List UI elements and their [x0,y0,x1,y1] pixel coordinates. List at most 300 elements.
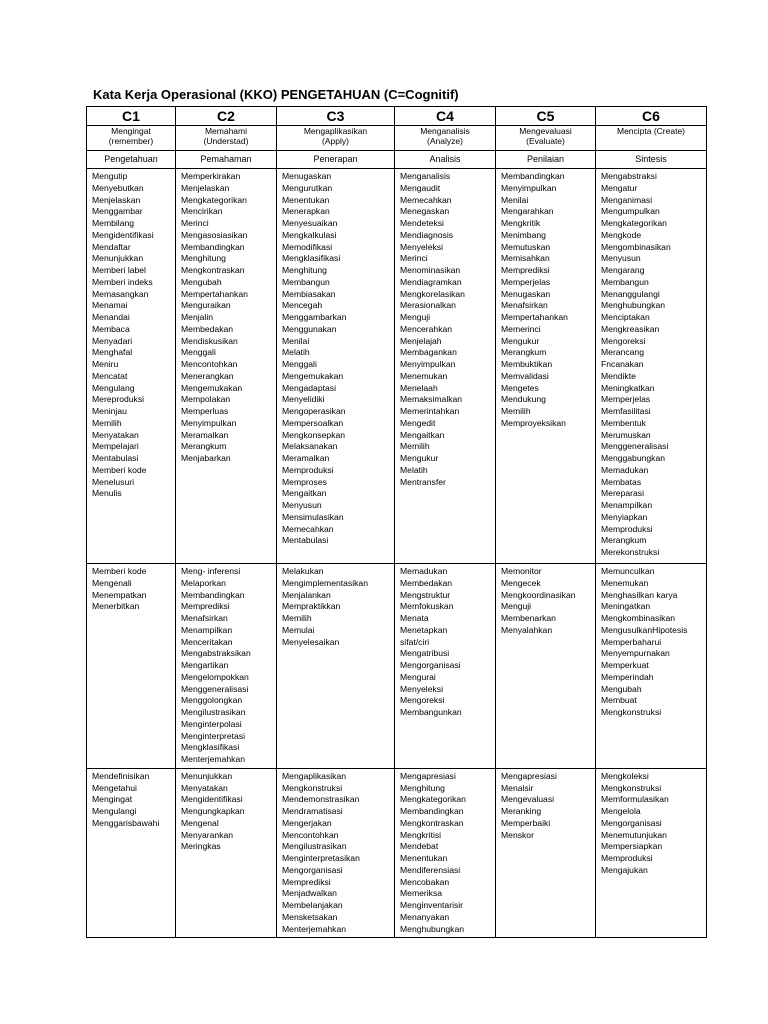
verb-item: Membenarkan [501,613,556,623]
verb-item: Memproyeksikan [501,417,566,428]
verb-item: Meranking [501,806,542,816]
verb-item: Mencirikan [181,206,223,217]
verb-item: Memberi indeks [92,276,153,287]
verb-row-2 [87,564,707,769]
verb-item: Mengenal [181,817,219,828]
column-description [496,126,596,151]
verb-item: Memprediksi [282,876,331,887]
verb-item: Mengaudit [400,182,441,193]
verb-item: Melakukan [282,566,324,576]
verb-item: Menghasilkan karya [601,589,678,600]
verb-item: Membedakan [181,323,234,334]
verb-item: Mengkombinasikan [601,613,676,623]
verb-item: Mengkonstruksi [282,782,343,793]
verb-item: Membangun [282,276,330,287]
verb-item: Menghubungkan [601,300,666,311]
verb-item: Merasionalkan [400,300,456,311]
verb-item: Meningatkan [601,601,651,612]
verb-item: Memunculkan [601,566,655,576]
verb-item: Mendiagramkan [400,276,462,287]
verb-item: Mengkoleksi [601,770,649,781]
verb-item: Mengorganisasi [282,864,343,875]
verb-item: Mengkategorikan [601,218,667,228]
verb-item: Menyimpulkan [181,417,237,428]
verb-item: Menskor [501,829,534,840]
verb-item: Melatih [282,347,310,358]
kko-table [86,106,707,938]
verb-item: Mendukung [501,394,546,405]
verb-item: Membandingkan [400,806,464,816]
verb-item: Mengabstraksi [601,171,657,181]
verb-item: Menelusuri [92,476,135,487]
verb-item: Mengidentifikasi [181,794,243,805]
verb-item: Mengaplikasikan [282,770,347,781]
verb-cell [176,169,277,564]
verb-item: Menyusun [601,253,641,264]
verb-item: Mengkategorikan [181,194,247,205]
verb-item: Menerbitkan [92,601,140,612]
verb-row-3 [87,768,707,938]
verb-item: Mempraktikkan [282,601,341,612]
verb-item: Menampilkan [601,500,653,510]
verb-item: Menamai [92,300,128,311]
verb-item: Memasangkan [92,288,149,299]
column-description [277,126,395,151]
verb-item: Mengerjakan [282,817,332,828]
verb-item: Mengkonstruksi [601,782,662,793]
verb-cell [496,564,596,769]
verb-item: Menyatakan [181,782,228,793]
verb-item: Menganimasi [601,194,653,205]
verb-item: Menyeleksi [400,241,443,252]
verb-item: Menghubungkan [400,923,465,934]
verb-item: Mengelola [601,806,641,816]
verb-item: Mengkreasikan [601,323,660,334]
verb-item: Menalsir [501,782,534,793]
verb-item: Mengilustrasikan [282,841,347,852]
verb-item: Mengapresiasi [400,770,456,781]
verb-item: Mengenali [92,577,132,588]
verb-item: Memperluas [181,406,229,416]
verb-item: Menemukan [601,577,649,588]
verb-item: Menunjukkan [92,253,144,264]
verb-item: Menggeneralisasi [181,683,249,694]
verb-item: Menafsirkan [181,613,228,623]
verb-item: Membangun [601,276,649,287]
verb-item: Menyebutkan [92,182,144,193]
header-description-row [87,126,707,151]
verb-item: Menyeleksi [400,683,443,694]
verb-item: Mengasosiasikan [181,229,248,240]
verb-item: Memberi kode [92,566,147,576]
verb-item: Memisahkan [501,253,550,264]
verb-item: Mentabulasi [92,453,139,463]
verb-item: Mengilustrasikan [181,707,246,717]
verb-item: Merangkum [601,535,647,546]
verb-item: Menceritakan [181,636,233,647]
column-name: Pemahaman [176,151,277,169]
verb-item: Menginterpretasi [181,730,246,741]
verb-item: Menentukan [282,194,330,205]
verb-item: Memberi kode [92,464,147,475]
verb-item: Menampilkan [181,624,233,635]
verb-cell [496,169,596,564]
verb-item: Memperindah [601,671,654,682]
verb-item: Memperkuat [601,660,649,670]
verb-item: Mengadaptasi [282,382,336,393]
verb-item: Mendebat [400,841,439,852]
verb-item: Memadukan [601,464,649,475]
verb-item: Menugaskan [501,288,551,299]
description-line: Mencipta (Create) [616,126,686,136]
verb-item: Mereparasi [601,488,644,499]
verb-item: Mengemukakan [181,382,243,393]
verb-item: Memilih [282,613,312,623]
verb-item: Mengubah [601,683,642,694]
verb-item: Menggambarkan [282,312,347,322]
verb-item: Fncanakan [601,359,644,369]
verb-item: Merancang [601,347,644,358]
verb-item: Menominasikan [400,265,461,275]
verb-item: Memperkirakan [181,171,241,181]
verb-item: Memilih [400,441,430,452]
column-name: Penilaian [496,151,596,169]
description-line: Mengaplikasikan [303,126,368,136]
verb-item: Memfokuskan [400,601,454,612]
verb-item: Mengarahkan [501,206,554,217]
verb-item: Mencegah [282,300,323,311]
verb-item: Mengulangi [92,806,137,816]
verb-item: Menemukan [400,370,448,381]
verb-item: Mengajukan [601,864,648,875]
verb-item: Menjalankan [282,589,331,600]
column-code: C3 [277,107,395,126]
verb-item: Mengorganisasi [400,660,461,670]
verb-cell [596,564,707,769]
column-code: C5 [496,107,596,126]
verb-item: Menilai [501,194,529,205]
verb-cell [87,169,176,564]
verb-item: Menjabarkan [181,453,231,463]
description-line: (Evaluate) [526,136,565,146]
verb-item: Memodifikasi [282,241,333,252]
verb-item: Mengubah [181,276,222,287]
verb-item: Menjelaskan [92,194,141,205]
verb-cell [277,768,395,938]
verb-item: Menetapkan [400,624,448,635]
verb-item: Mengartikan [181,660,229,670]
verb-item: Memberi label [92,265,146,275]
verb-item: Mengkode [601,229,642,240]
verb-item: Mempersiapkan [601,841,663,852]
verb-item: Menyarankan [181,829,234,840]
verb-item: Menempatkan [92,589,147,600]
verb-item: Menerangkan [181,370,234,381]
verb-item: Memvalidasi [501,370,549,381]
verb-item: Mengkategorikan [400,794,466,805]
verb-cell [176,768,277,938]
verb-item: Mengingat [92,794,133,805]
verb-item: Mengoperasikan [282,406,346,416]
verb-item: Menelaah [400,382,438,393]
verb-item: Menjalin [181,312,214,322]
verb-item: Mengetahui [92,782,137,793]
verb-item: Menggunakan [282,323,337,334]
verb-item: Menciptakan [601,312,650,322]
verb-item: Mengemukakan [282,370,344,381]
verb-item: Menyadari [92,335,133,346]
description-line: Mengevaluasi [519,126,572,136]
verb-item: Mengkritisi [400,829,442,840]
verb-item: Menjelaskan [181,182,230,193]
verb-item: Menugaskan [282,171,332,181]
verb-item: Mengorganisasi [601,817,662,828]
verb-cell [395,768,496,938]
verb-item: Memaksimalkan [400,394,463,405]
verb-item: Menyusun [282,500,322,510]
verb-item: Membedakan [400,577,453,588]
verb-item: Menguji [501,601,532,612]
verb-item: Mengkritik [501,218,541,228]
verb-item: Mengkontraskan [400,817,464,828]
verb-item: Menguji [400,312,431,322]
verb-item: Membentuk [601,417,646,428]
verb-item: Menyempurnakan [601,648,670,659]
verb-item: Membagankan [400,347,457,358]
column-name: Analisis [395,151,496,169]
verb-item: Mengkalkulasi [282,229,337,240]
verb-item: Menggarisbawahi [92,817,160,828]
verb-item: Mengurai [400,671,436,682]
verb-item: Merumuskan [601,429,651,440]
verb-item: sifat/ciri [400,636,430,647]
verb-item: Menghitung [181,253,226,264]
verb-item: Meninjau [92,406,127,416]
verb-item: Mengurutkan [282,182,333,193]
verb-item: Menggali [282,359,317,369]
verb-item: Menulis [92,488,122,499]
verb-item: Meniru [92,359,119,369]
header-code-row [87,107,707,126]
verb-item: Menyiapkan [601,511,648,522]
description-line: (remember) [108,136,154,146]
verb-item: Melatih [400,464,428,475]
verb-item: Memperjelas [601,394,651,405]
verb-item: Menghafal [92,347,133,358]
verb-item: Meramalkan [282,453,330,463]
verb-item: Mencerahkan [400,323,453,334]
verb-item: Menggali [181,347,216,358]
verb-item: Mengapresiasi [501,770,557,781]
verb-row-1 [87,169,707,564]
verb-item: Membandingkan [501,171,565,181]
verb-item: Meng- inferensi [181,566,241,576]
verb-item: Mengombinasikan [601,241,671,252]
verb-item: Menyelesaikan [282,636,340,647]
verb-item: Menyimpulkan [501,182,557,193]
verb-item: Mencobakan [400,876,450,887]
verb-item: Membilang [92,218,135,228]
verb-item: Mengedit [400,417,436,428]
verb-item: Membaca [92,323,130,334]
verb-item: Menata [400,613,429,623]
description-line: (Apply) [322,136,349,146]
verb-item: Memecahkan [400,194,452,205]
verb-item: Menilai [282,335,310,346]
verb-cell [395,169,496,564]
verb-cell [496,768,596,938]
verb-item: Mensimulasikan [282,511,344,522]
verb-item: Memilih [92,417,122,428]
verb-item: Mengatur [601,182,638,193]
page-title: Kata Kerja Operasional (KKO) PENGETAHUAN (C=Cognitif) [93,87,459,102]
verb-item: Mengatribusi [400,648,450,659]
verb-item: Mentransfer [400,476,446,487]
column-description [596,126,707,151]
verb-item: Membandingkan [181,589,245,600]
verb-item: Menterjemahkan [181,754,246,764]
verb-item: Mempertahankan [181,288,248,299]
verb-item: Menerapkan [282,206,330,217]
verb-item: Memulai [282,624,315,635]
column-code: C1 [87,107,176,126]
verb-item: Memonitor [501,566,542,576]
verb-cell [596,169,707,564]
verb-cell [277,564,395,769]
verb-item: Memerintahkan [400,406,460,416]
description-line: Mengingat [111,126,151,136]
verb-item: Mengecek [501,577,541,588]
verb-item: Mendikte [601,370,636,381]
column-name: Pengetahuan [87,151,176,169]
verb-item: Mengetes [501,382,539,393]
verb-item: Mendefinisikan [92,770,150,781]
verb-item: Mengaitkan [282,488,327,499]
verb-item: Mengoreksi [601,335,646,346]
verb-item: Memfasilitasi [601,406,651,416]
verb-item: Menyesuaikan [282,218,338,228]
verb-item: Menanyakan [400,911,450,922]
description-line: (Analyze) [427,136,463,146]
verb-item: Mengklasifikasi [282,253,341,264]
verb-item: Mengoreksi [400,695,445,706]
verb-item: Melaporkan [181,577,226,588]
verb-item: Merinci [400,253,428,264]
verb-item: Mengutip [92,171,128,181]
verb-item: Menghitung [400,782,445,793]
column-code: C2 [176,107,277,126]
verb-item: Menafsirkan [501,300,548,311]
verb-item: Memproduksi [282,464,334,475]
verb-item: Mereproduksi [92,394,145,405]
verb-item: Menggabungkan [601,453,666,463]
column-description [87,126,176,151]
verb-item: Mendaftar [92,241,131,252]
verb-item: Menunjukkan [181,770,233,781]
verb-item: Menguraikan [181,300,231,311]
verb-item: Merekonstruksi [601,547,660,557]
verb-item: Memformulasikan [601,794,669,805]
verb-item: Menterjemahkan [282,923,347,934]
verb-item: Mengabstraksikan [181,648,251,659]
verb-item: Memilih [501,406,531,416]
verb-item: Menginventarisir [400,900,464,910]
verb-item: Menjadwalkan [282,888,337,899]
verb-item: Menentukan [400,853,448,863]
verb-cell [87,564,176,769]
description-line: (Understad) [203,136,249,146]
verb-item: Membatas [601,476,642,487]
verb-cell [596,768,707,938]
verb-item: Mendeteksi [400,218,444,228]
verb-item: Menyalahkan [501,624,553,635]
verb-item: Menyelidiki [282,394,325,405]
verb-item: Membuat [601,695,637,706]
verb-item: Memeriksa [400,888,443,899]
verb-item: Mengevaluasi [501,794,555,805]
verb-item: Menemutunjukan [601,829,667,840]
verb-item: Mencatat [92,370,128,381]
verb-item: Mengumpulkan [601,206,660,217]
verb-item: Meramalkan [181,429,229,440]
verb-item: Mempertahankan [501,312,568,322]
verb-item: Membelanjakan [282,900,343,910]
verb-item: Mengimplementasikan [282,577,368,588]
description-line: Memahami [204,126,248,136]
verb-item: MengusulkanHipotesis [601,624,688,635]
verb-item: Mempolakan [181,394,231,405]
verb-item: Memproses [282,476,327,487]
verb-item: Meningkatkan [601,382,655,393]
header-name-row [87,151,707,169]
verb-cell [87,768,176,938]
verb-item: Merangkum [501,347,547,358]
verb-item: Meringkas [181,841,221,852]
verb-item: Mengstruktur [400,589,451,600]
verb-item: Memecahkan [282,523,334,534]
verb-item: Menggolongkan [181,695,243,706]
column-description [395,126,496,151]
verb-item: Mengulang [92,382,135,393]
verb-item: Mencontohkan [282,829,339,840]
verb-item: Mengkorelasikan [400,288,465,299]
verb-item: Mentabulasi [282,535,329,546]
verb-item: Membuktikan [501,359,553,369]
verb-item: Memproduksi [601,523,653,534]
verb-item: Menginterpolasi [181,718,242,729]
verb-item: Mendramatisasi [282,806,343,816]
verb-item: Mengarang [601,265,645,275]
verb-item: Memadukan [400,566,448,576]
verb-item: Menjelajah [400,335,442,346]
verb-item: Menghitung [282,265,327,275]
verb-item: Memprediksi [501,265,550,275]
verb-item: Menandai [92,312,130,322]
verb-item: Menggambar [92,206,143,217]
verb-item: Mempersoalkan [282,417,344,428]
verb-item: Mendiskusikan [181,335,238,346]
verb-item: Menyimpulkan [400,359,456,369]
verb-item: Mengukur [501,335,540,346]
verb-item: Memperbaiki [501,817,551,828]
verb-item: Mendemonstrasikan [282,794,360,805]
verb-item: Mengungkapkan [181,806,245,816]
verb-item: Mengukur [400,453,439,463]
verb-item: Memperbaharui [601,636,662,647]
verb-item: Mengklasifikasi [181,742,240,753]
verb-item: Mengkoordinasikan [501,589,576,600]
verb-item: Mengidentifikasi [92,229,154,240]
